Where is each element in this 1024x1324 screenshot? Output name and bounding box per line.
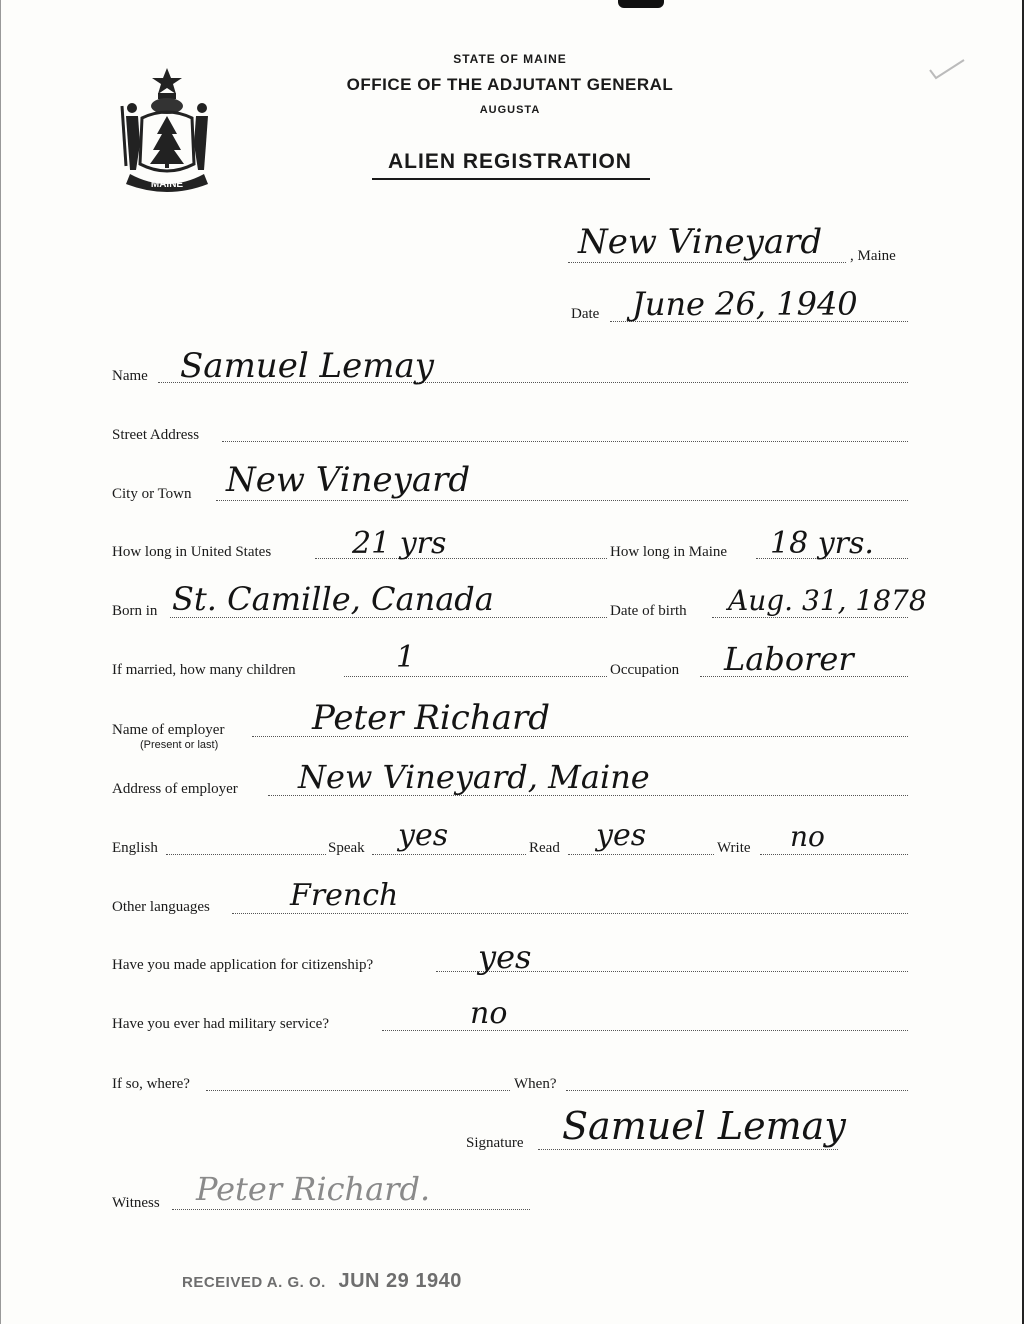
maine-value: 18 yrs. [770,526,874,561]
where-label: If so, where? [112,1076,190,1092]
stamp-prefix: RECEIVED A. G. O. [182,1274,326,1291]
signature-line [538,1149,838,1150]
english-label: English [112,840,158,856]
scan-mark [618,0,664,8]
date-label: Date [571,306,600,322]
employer-label: Name of employer [112,722,225,738]
occupation-label: Occupation [610,662,680,678]
signature-value: Samuel Lemay [562,1104,846,1148]
place-suffix: , Maine [850,248,896,264]
header-city: AUGUSTA [479,104,541,116]
name-label: Name [112,368,148,384]
when-label: When? [514,1076,557,1092]
street-line [222,441,908,442]
employer-value: Peter Richard [312,698,551,738]
other-lang-value: French [290,878,399,913]
dob-label: Date of birth [610,603,687,619]
header-office: OFFICE OF THE ADJUTANT GENERAL [346,75,674,94]
emp-addr-value: New Vineyard, Maine [298,758,650,796]
read-value: yes [596,818,647,853]
when-line [566,1090,908,1091]
dob-value: Aug. 31, 1878 [728,584,927,617]
signature-label: Signature [466,1135,524,1151]
title-underline [372,178,650,180]
military-value: no [470,996,508,1031]
us-label: How long in United States [112,544,272,560]
date-value: June 26, 1940 [632,285,858,323]
read-line [568,854,714,855]
english-line [166,854,326,855]
born-label: Born in [112,603,158,619]
received-stamp [182,1270,462,1293]
witness-line [172,1209,530,1210]
place-line [568,262,846,263]
header-state: STATE OF MAINE [453,52,567,66]
citizenship-value: yes [478,938,532,976]
emp-addr-label: Address of employer [112,781,238,797]
occupation-value: Laborer [724,640,854,678]
speak-line [372,854,526,855]
speak-label: Speak [328,840,365,856]
other-lang-label: Other languages [112,899,210,915]
check-mark-icon [928,58,968,87]
name-value: Samuel Lemay [180,346,434,386]
speak-value: yes [398,818,449,853]
write-value: no [790,820,825,853]
write-label: Write [717,840,751,856]
seal-banner-text: MAINE [150,179,184,190]
military-line [382,1030,908,1031]
where-line [206,1090,510,1091]
scan-edge-left [0,0,1,1324]
place-town-value: New Vineyard [578,222,823,262]
write-line [760,854,908,855]
witness-value: Peter Richard. [196,1170,431,1208]
us-value: 21 yrs [352,526,447,561]
employer-sublabel: (Present or last) [140,739,219,751]
city-line [216,500,908,501]
children-label: If married, how many children [112,662,296,678]
read-label: Read [529,840,560,856]
city-value: New Vineyard [226,460,471,500]
street-label: Street Address [112,427,200,443]
citizenship-label: Have you made application for citizenship? [112,957,374,973]
children-line [344,676,607,677]
maine-state-seal-icon [112,66,222,196]
stamp-date: JUN 29 1940 [338,1270,462,1292]
children-value: 1 [396,640,416,675]
dob-line [712,617,908,618]
born-value: St. Camille, Canada [172,580,494,618]
city-label: City or Town [112,486,192,502]
witness-label: Witness [112,1195,160,1211]
maine-label: How long in Maine [610,544,728,560]
other-lang-line [232,913,908,914]
page-title: ALIEN REGISTRATION [388,150,632,173]
military-label: Have you ever had military service? [112,1016,329,1032]
